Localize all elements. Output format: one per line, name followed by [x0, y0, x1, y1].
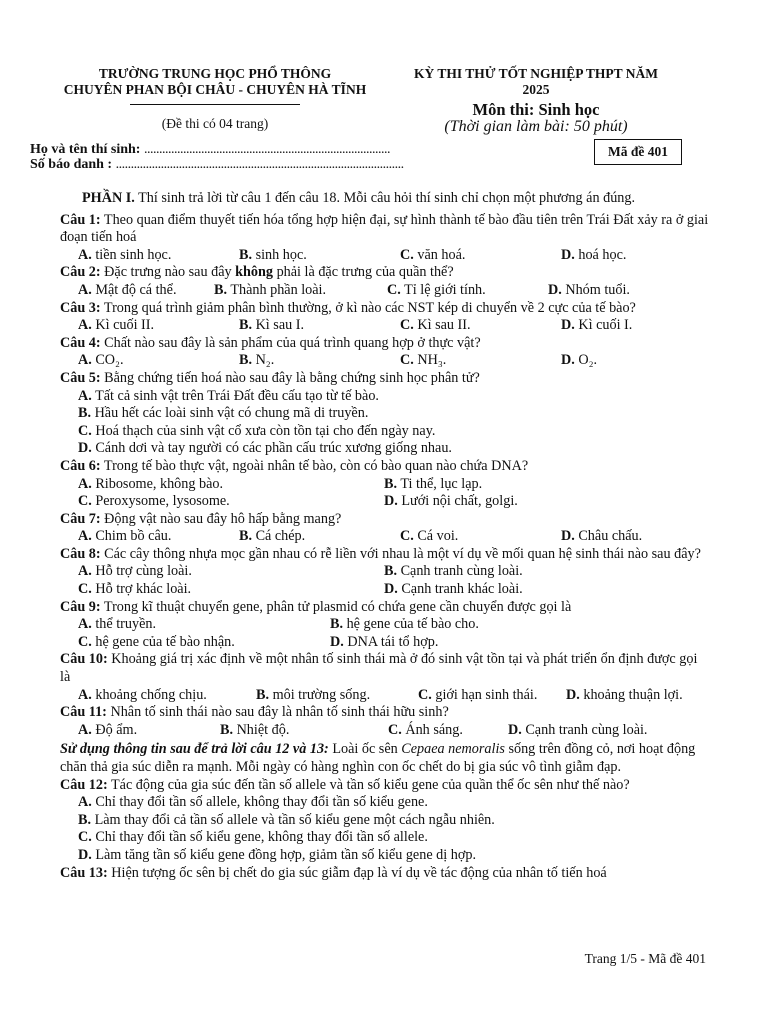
question-label: Câu 9:: [60, 598, 101, 615]
section-instruction-text: Thí sinh trả lời từ câu 1 đến câu 18. Mỗi câu hỏi thí sinh chỉ chọn một phương án đúng.: [138, 190, 636, 206]
option-b[interactable]: B. N₂.: [239, 352, 275, 369]
question-label: Câu 8:: [60, 545, 101, 562]
question-7: Câu 7: Động vật nào sau đây hô hấp bằng mang?: [60, 510, 342, 527]
page-footer: Trang 1/5 - Mã đề 401: [584, 951, 706, 966]
option-c[interactable]: C. Chỉ thay đổi tần số kiểu gene, không thay đổi tần số allele.: [78, 829, 428, 846]
question-label: Câu 2:: [60, 264, 101, 281]
option-a[interactable]: A. Kì cuối II.: [78, 317, 155, 334]
school-line-1: TRƯỜNG TRUNG HỌC PHỔ THÔNG: [98, 66, 332, 81]
option-c[interactable]: C. giới hạn sinh thái.: [418, 686, 538, 703]
question-4: Câu 4: Chất nào sau đây là sản phẩm của quá trình quang hợp ở thực vật?: [60, 334, 481, 351]
option-c[interactable]: C. Peroxysome, lysosome.: [78, 493, 230, 510]
option-d[interactable]: D. DNA tái tổ hợp.: [330, 633, 439, 650]
options-4: [60, 352, 710, 370]
option-a[interactable]: A. Mật độ cá thể.: [78, 281, 177, 298]
option-a[interactable]: A. CO₂.: [78, 352, 124, 369]
option-a[interactable]: A. khoảng chống chịu.: [78, 686, 207, 703]
exam-body: [60, 190, 710, 882]
student-name-label: Họ và tên thí sinh:: [30, 142, 141, 157]
options-2: [60, 282, 710, 300]
section-title: PHẦN I.: [82, 190, 135, 206]
option-b[interactable]: B. môi trường sống.: [256, 686, 371, 703]
header-underline: [130, 104, 300, 105]
option-a[interactable]: A. tiền sinh học.: [78, 246, 172, 263]
option-c[interactable]: C. Hỗ trợ khác loài.: [78, 581, 192, 598]
student-name-line: [30, 142, 390, 158]
exam-title-line-1: KỲ THI THỬ TỐT NGHIỆP THPT NĂM: [413, 66, 659, 81]
option-b[interactable]: B. Cạnh tranh cùng loài.: [384, 563, 523, 580]
question-label: Câu 3:: [60, 299, 101, 316]
option-b[interactable]: B. Nhiệt độ.: [220, 721, 290, 738]
question-label: Câu 6:: [60, 457, 101, 474]
option-a[interactable]: A. thể truyền.: [78, 616, 157, 633]
option-d[interactable]: D. Cạnh tranh khác loài.: [384, 581, 523, 598]
student-id-dots: ................................................................................................: [115, 157, 404, 172]
option-d[interactable]: D. Làm tăng tần số kiểu gene đồng hợp, giảm tần số kiểu gene dị hợp.: [78, 846, 476, 863]
options-9-row-2: [60, 634, 710, 652]
option-d[interactable]: D. Kì cuối I.: [561, 317, 633, 334]
question-9: Câu 9: Trong kĩ thuật chuyển gene, phân tử plasmid có chứa gene cần chuyển được gọi là: [60, 598, 572, 615]
options-11: [60, 722, 710, 740]
question-1: [60, 212, 710, 247]
option-d[interactable]: D. hoá học.: [561, 246, 627, 263]
option-a[interactable]: A. Chỉ thay đổi tần số allele, không thay đổi tần số kiểu gene.: [78, 794, 428, 811]
shared-info: Sử dụng thông tin sau để trả lời câu 12 và 13: Loài ốc sên Cepaea nemoralis sống trên đồng cỏ, nơi hoạt động chăn thả gia súc diễn ra mạnh. Mỗi ngày có hàng nghìn con ốc chết do bị gia súc vô tình giẫm đạp.: [60, 741, 696, 775]
question-label: Câu 13:: [60, 864, 108, 881]
student-id-line: [30, 157, 404, 173]
question-12: Câu 12: Tác động của gia súc đến tần số allele và tần số kiểu gene của quần thể ốc sên như thế nào?: [60, 776, 630, 793]
student-name-dots: ..................................................................................: [143, 142, 390, 157]
question-10: Câu 10: Khoảng giá trị xác định về một nhân tố sinh thái mà ở đó sinh vật tồn tại và phát triển ổn định được gọi là: [60, 651, 698, 686]
question-label: Câu 1:: [60, 211, 101, 228]
section-instruction: [60, 190, 710, 208]
subject-title: Môn thi: Sinh học: [472, 100, 600, 119]
question-11: Câu 11: Nhân tố sinh thái nào sau đây là nhân tố sinh thái hữu sinh?: [60, 704, 449, 721]
option-a[interactable]: A. Hỗ trợ cùng loài.: [78, 563, 192, 580]
question-label: Câu 12:: [60, 776, 108, 793]
options-3: [60, 317, 710, 335]
option-c[interactable]: C. Kì sau II.: [400, 317, 471, 334]
question-label: Câu 11:: [60, 704, 107, 721]
option-b[interactable]: B. sinh học.: [239, 246, 307, 263]
option-b[interactable]: B. Ti thể, lục lạp.: [384, 475, 483, 492]
options-6-row-2: [60, 493, 710, 511]
question-13: Câu 13: Hiện tượng ốc sên bị chết do gia súc giẫm đạp là ví dụ về tác động của nhân tố tiến hoá: [60, 864, 607, 881]
option-d[interactable]: D. Nhóm tuổi.: [548, 281, 630, 298]
exam-title-line-2: 2025: [522, 82, 550, 97]
option-d[interactable]: D. O₂.: [561, 352, 598, 369]
option-a[interactable]: A. Ribosome, không bào.: [78, 475, 224, 492]
option-c[interactable]: C. NH₃.: [400, 352, 447, 369]
question-label: Câu 5:: [60, 369, 101, 386]
option-c[interactable]: C. Hoá thạch của sinh vật cổ xưa còn tồn tại cho đến ngày nay.: [78, 422, 436, 439]
question-label: Câu 10:: [60, 651, 108, 668]
shared-info-lead: Sử dụng thông tin sau để trả lời câu 12 và 13:: [60, 741, 329, 758]
option-b[interactable]: B. hệ gene của tế bào cho.: [330, 616, 479, 633]
option-b[interactable]: B. Cá chép.: [239, 528, 306, 545]
options-8-row-1: [60, 563, 710, 581]
options-10: [60, 687, 710, 705]
exam-title: [395, 66, 677, 98]
school-line-2: CHUYÊN PHAN BỘI CHÂU - CHUYÊN HÀ TĨNH: [63, 82, 367, 97]
question-text: Theo quan điểm thuyết tiến hóa tổng hợp hiện đại, sự hình thành tế bào đầu tiên trên Trái Đất xảy ra ở giai đoạn tiến hoá: [60, 211, 709, 246]
question-3: Câu 3: Trong quá trình giảm phân bình thường, ở kì nào các NST kép di chuyển về 2 cực của tế bào?: [60, 299, 636, 316]
option-c[interactable]: C. Ánh sáng.: [388, 721, 463, 738]
option-d[interactable]: D. Cạnh tranh cùng loài.: [508, 721, 648, 738]
options-9-row-1: [60, 616, 710, 634]
option-c[interactable]: C. Cá voi.: [400, 528, 459, 545]
option-c[interactable]: C. Tỉ lệ giới tính.: [387, 281, 486, 298]
option-c[interactable]: C. hệ gene của tế bào nhận.: [78, 633, 235, 650]
question-label: Câu 4:: [60, 334, 101, 351]
emphasis-word: không: [235, 264, 274, 281]
option-d[interactable]: D. Châu chấu.: [561, 528, 643, 545]
species-name: Cepaea nemoralis: [401, 741, 505, 758]
options-8-row-2: [60, 581, 710, 599]
time-limit: (Thời gian làm bài: 50 phút): [444, 118, 628, 135]
pages-note: (Đề thi có 04 trang): [161, 116, 269, 131]
option-b[interactable]: B. Thành phần loài.: [214, 281, 327, 298]
options-6-row-1: [60, 476, 710, 494]
question-2: Câu 2: Đặc trưng nào sau đây không phải là đặc trưng của quần thể?: [60, 264, 454, 281]
option-a[interactable]: A. Độ ẩm.: [78, 721, 138, 738]
exam-code-box: Mã đề 401: [594, 139, 682, 165]
question-6: Câu 6: Trong tế bào thực vật, ngoài nhân tế bào, còn có bào quan nào chứa DNA?: [60, 457, 529, 474]
option-d[interactable]: D. khoảng thuận lợi.: [566, 686, 683, 703]
option-b[interactable]: B. Kì sau I.: [239, 317, 305, 334]
question-8: Câu 8: Các cây thông nhựa mọc gần nhau có rễ liền với nhau là một ví dụ về mối quan hệ sinh thái nào sau đây?: [60, 545, 701, 562]
options-1: [60, 247, 710, 265]
option-d[interactable]: D. Lưới nội chất, golgi.: [384, 493, 518, 510]
options-7: [60, 528, 710, 546]
option-d[interactable]: D. Cánh dơi và tay người có các phần cấu trúc xương giống nhau.: [78, 440, 452, 457]
option-a[interactable]: A. Chim bồ câu.: [78, 528, 172, 545]
option-c[interactable]: C. văn hoá.: [400, 246, 466, 263]
option-a[interactable]: A. Tất cả sinh vật trên Trái Đất đều cấu tạo từ tế bào.: [78, 387, 379, 404]
student-id-label: Số báo danh :: [30, 157, 113, 172]
option-b[interactable]: B. Làm thay đổi cả tần số allele và tần số kiểu gene một cách ngẫu nhiên.: [78, 811, 495, 828]
option-b[interactable]: B. Hầu hết các loài sinh vật có chung mã di truyền.: [78, 405, 369, 422]
question-label: Câu 7:: [60, 510, 101, 527]
school-name: [30, 66, 400, 105]
question-5: Câu 5: Bằng chứng tiến hoá nào sau đây là bằng chứng sinh học phân tử?: [60, 369, 480, 386]
